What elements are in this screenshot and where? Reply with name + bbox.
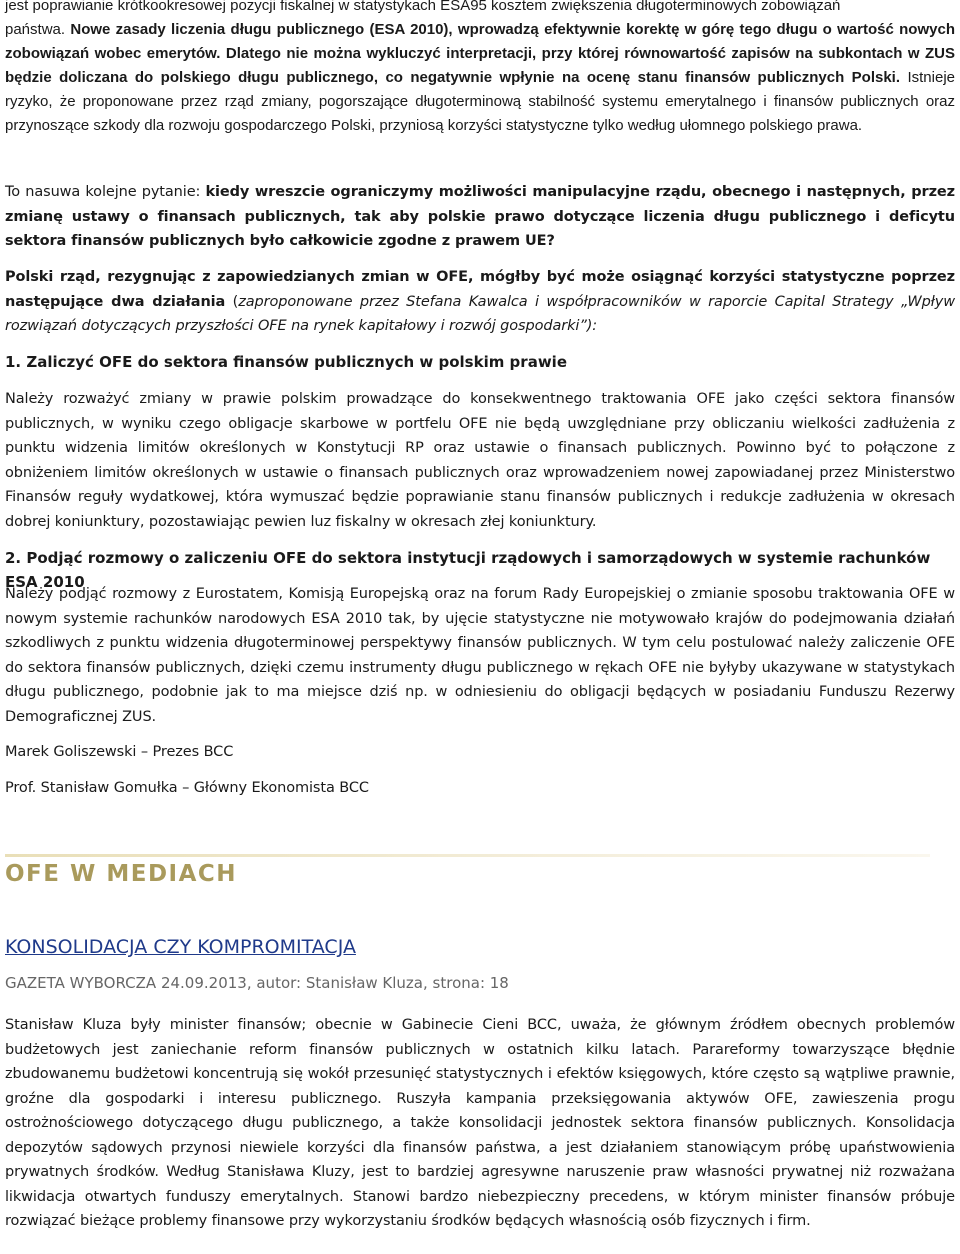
- banner-title: OFE W MEDIACH: [5, 861, 238, 887]
- article-body: Stanisław Kluza były minister finansów; obecnie w Gabinecie Cieni BCC, uważa, że głównym źródłem obecnych problemów budżetowych jest zaniechanie reform finansów publicznych w ostatnich kilku latach. Parareformy towarzyszące błędnie zbudowanemu budżetowi koncentrują się wokół przesunięć statystycznych i efektów księgowych, które często są wątpliwe prawnie, groźne dla gospodarki i interesu publicznego. Ruszyła kampania przeksięgowania aktywów OFE, zawieszenia progu ostrożnościowego dotyczącego długu publicznego, a także konsolidacji jednostek sektora finansów publicznych. Konsolidacja depozytów sądowych przynosi niewiele korzyści dla finansów państwa, a jest działaniem stanowiącym próbę upaństwowienia prywatnych środków. Według Stanisława Kluzy, jest to bardziej agresywne naruszenie praw własności prywatnej niż rozważana likwidacja otwartych funduszy emerytalnych. Stanowi bardzo niebezpieczny precedens, w którym minister finansów próbuje rozwiązać bieżące problemy finansowe przy wykorzystaniu środków będących własnością osób fizycznych i firm.: [5, 1017, 955, 1229]
- text-run: To nasuwa kolejne pytanie:: [5, 184, 206, 200]
- article-title[interactable]: KONSOLIDACJA CZY KOMPROMITACJA: [5, 936, 356, 958]
- paragraph-question: [5, 180, 955, 254]
- paragraph-esa: [5, 18, 955, 138]
- banner-rule: [5, 854, 930, 857]
- section-banner: [5, 848, 930, 898]
- paragraph-top-line1: [5, 0, 955, 18]
- section-heading-1: 1. Zaliczyć OFE do sektora finansów publicznych w polskim prawie: [5, 353, 567, 371]
- section-heading-2: 2. Podjąć rozmowy o zaliczeniu OFE do sektora instytucji rządowych i samorządowych w systemie rachunków ESA 2010: [5, 549, 931, 591]
- bold-text: kiedy wreszcie ograniczymy możliwości manipulacyjne rządu, obecnego i następnych, przez zmianę ustawy o finansach publicznych, tak aby polskie prawo dotyczące liczenia długu publicznego i deficytu sektora finansów publicznych było całkowicie zgodne z prawem UE?: [5, 184, 955, 249]
- paragraph-1: Należy rozważyć zmiany w prawie polskim prowadzące do konsekwentnego traktowania OFE jako części sektora finansów publicznych, w wyniku czego obligacje skarbowe w portfelu OFE nie będą uwzględniane przy obliczaniu wielkości zadłużenia z punktu widzenia limitów określonych w Konstytucji RP oraz ustawie o finansach publicznych. Powinno być to połączone z obniżeniem limitów określonych w ustawie o finansach publicznych oraz wprowadzeniem nowej zapowiadanej przez Ministerstwo Finansów reguły wydatkowej, która wymuszać będzie poprawianie stanu finansów publicznych i redukcje zadłużenia w okresach dobrej koniunktury, pozostawiając pewien luz fiskalny w okresach złej koniunktury.: [5, 391, 955, 530]
- italic-text: zaproponowane przez Stefana Kawalca i współpracowników w raporcie Capital Strategy „Wpływ rozwiązań dotyczących przyszłości OFE na rynek kapitałowy i rozwój gospodarki”):: [5, 293, 955, 334]
- bold-text: Nowe zasady liczenia długu publicznego (ESA 2010), wprowadzą efektywnie korektę w górę tego długu o wartość nowych zobowiązań wobec emerytów. Dlatego nie można wykluczyć interpretacji, przy której równowartość zapisów na subkontach w ZUS będzie doliczana do polskiego długu publicznego, co negatywnie wpłynie na ocenę stanu finansów publicznych Polski.: [5, 21, 955, 86]
- paragraph-government: [5, 265, 955, 339]
- text-run: Istnieje ryzyko, że proponowane przez rząd zmiany, pogorszające długoterminową stabilność systemu emerytalnego i finansów publicznych oraz przynoszące szkody dla rozwoju gospodarczego Polski, przyniosą korzyści statystyczne tylko według ułomnego polskiego prawa.: [5, 69, 955, 134]
- paragraph-2: Należy podjąć rozmowy z Eurostatem, Komisją Europejską oraz na forum Rady Europejskiej o zmianie sposobu traktowania OFE w nowym systemie rachunków narodowych ESA 2010 tak, by ujęcie statystyczne nie motywowało krajów do podejmowania działań szkodliwych z punktu widzenia długoterminowej perspektywy finansów publicznych. W tym celu postulować należy zaliczenie OFE do sektora finansów publicznych, dzięki czemu instrumenty długu publicznego w rękach OFE nie byłyby ukazywane w statystykach długu publicznego, podobnie jak to ma miejsce dziś np. w odniesieniu do obligacji będących w posiadaniu Funduszu Rezerwy Demograficznej ZUS.: [5, 586, 955, 725]
- signature-president: Marek Goliszewski – Prezes BCC: [5, 744, 234, 760]
- text-run: państwa.: [5, 21, 71, 38]
- bold-text: Polski rząd, rezygnując z zapowiedzianych zmian w OFE, mógłby być może osiągnąć korzyści statystyczne poprzez następujące dwa działania: [5, 269, 955, 310]
- article-source: GAZETA WYBORCZA 24.09.2013, autor: Stanisław Kluza, strona: 18: [5, 974, 509, 992]
- signature-economist: Prof. Stanisław Gomułka – Główny Ekonomista BCC: [5, 780, 369, 796]
- text-run: jest poprawianie krótkookresowej pozycji fiskalnej w statystykach ESA95 kosztem zwiększenia długoterminowych zobowiązań: [5, 0, 841, 14]
- text-run: (: [225, 293, 239, 310]
